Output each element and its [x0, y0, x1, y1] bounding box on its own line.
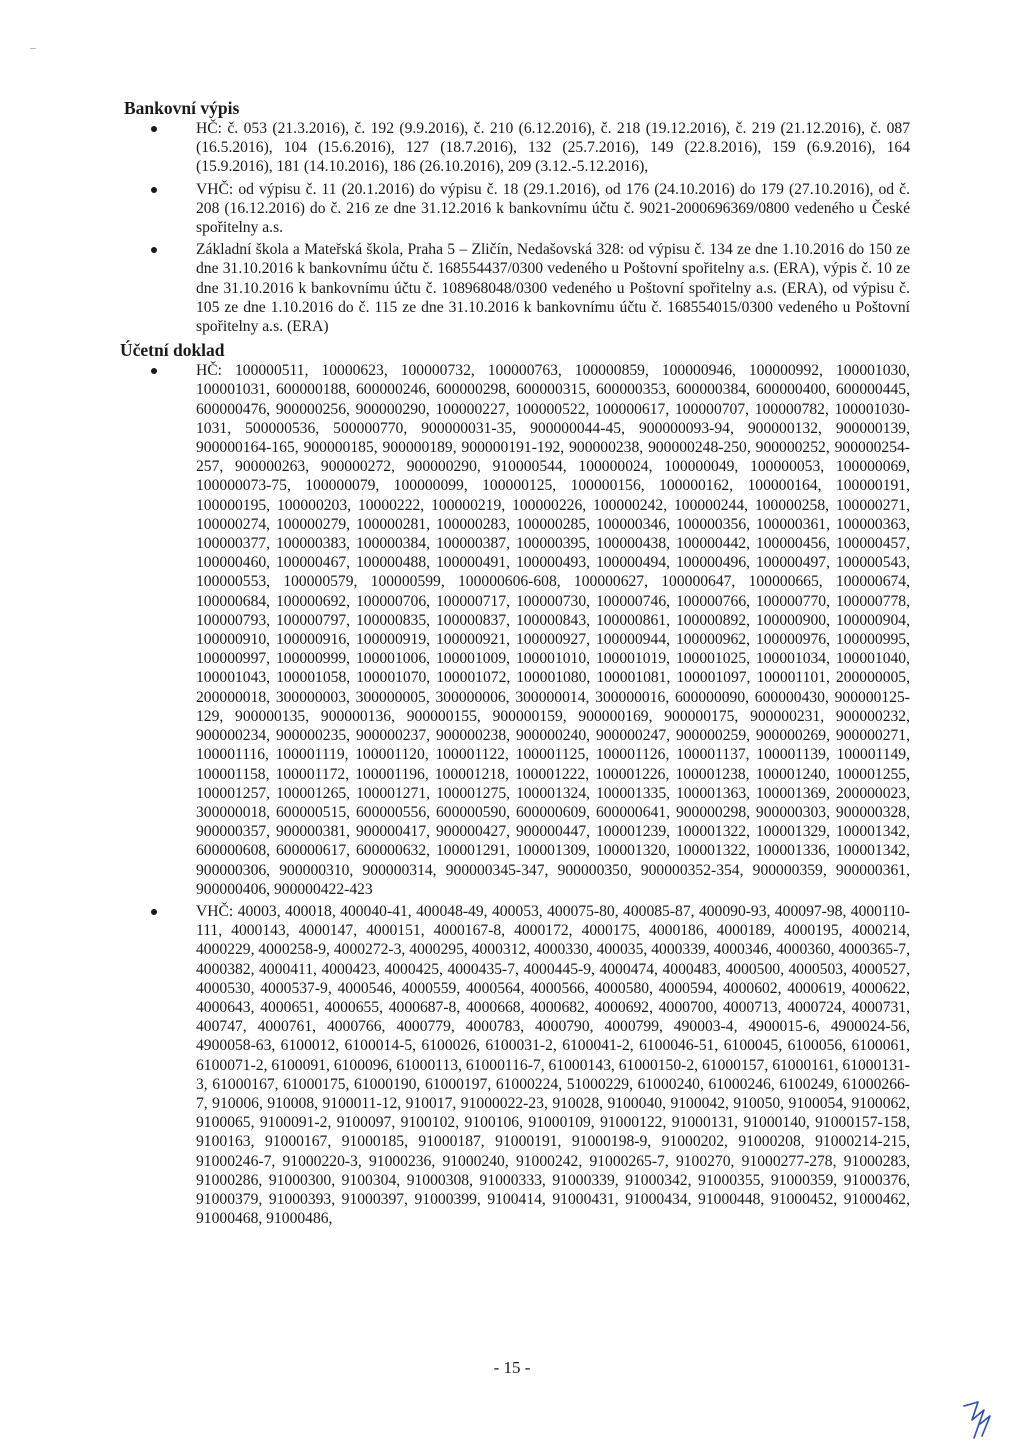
page-number: - 15 - [493, 1358, 531, 1377]
list-item [120, 119, 910, 177]
signature-initials-icon [958, 1398, 998, 1442]
document-body [120, 97, 910, 1231]
list-item [120, 240, 910, 336]
section-heading-bank-statement: Bankovní výpis [124, 98, 240, 118]
list-item-text: VHČ: od výpisu č. 11 (20.1.2016) do výpisu č. 18 (29.1.2016), od 176 (24.10.2016) do 179 (27.10.2016), od č. 208 (16.12.2016) do č. 216 ze dne 31.12.2016 k bankovnímu účtu č. 9021-2000696369/0800 vedeného u České spořitelny a.s. [196, 180, 910, 237]
list-item-text: Základní škola a Mateřská škola, Praha 5 – Zličín, Nedašovská 328: od výpisu č. 134 ze dne 1.10.2016 do 150 ze dne 31.10.2016 k bankovnímu účtu č. 168554437/0300 vedeného u Poštovní spořitelny a.s. (ERA), výpis č. 10 ze dne 31.10.2016 k bankovnímu účtu č. 108968048/0300 vedeného u Poštovní spořitelny a.s. (ERA), od výpisu č. 105 ze dne 1.10.2016 do č. 115 ze dne 31.10.2016 k bankovnímu účtu č. 168554015/0300 vedeného u Poštovní spořitelny a.s. (ERA) [196, 241, 910, 336]
list-item-text: HČ: 100000511, 10000623, 100000732, 100000763, 100000859, 100000946, 100000992, 100001030, 100001031, 600000188, 600000246, 600000298, 600000315, 600000353, 600000384, 600000400, 600000445, 600000476, 900000256, 900000290, 100000227, 100000522, 100000617, 100000707, 100000782, 100001030-1031, 500000536, 500000770, 900000031-35, 900000044-45, 900000093-94, 900000132, 900000139, 900000164-165, 900000185, 900000189, 900000191-192, 900000238, 900000248-250, 900000252, 900000254-257, 900000263, 900000272, 900000290, 910000544, 100000024, 100000049, 100000053, 100000069, 100000073-75, 100000079, 100000099, 100000125, 100000156, 100000162, 100000164, 100000191, 100000195, 100000203, 10000222, 100000219, 100000226, 100000242, 100000244, 100000258, 100000271, 100000274, 100000279, 100000281, 100000283, 100000285, 100000346, 100000356, 100000361, 100000363, 100000377, 100000383, 100000384, 100000387, 100000395, 100000438, 100000442, 100000456, 100000457, 100000460, 100000467, 100000488, 100000491, 100000493, 100000494, 100000496, 100000497, 100000543, 100000553, 100000579, 100000599, 100000606-608, 100000627, 100000647, 100000665, 100000674, 100000684, 100000692, 100000706, 100000717, 100000730, 100000746, 100000766, 100000770, 100000778, 100000793, 100000797, 100000835, 100000837, 100000843, 100000861, 100000892, 100000900, 100000904, 100000910, 100000916, 100000919, 100000921, 100000927, 100000944, 100000962, 100000976, 100000995, 100000997, 100000999, 100001006, 100001009, 100001010, 100001019, 100001025, 100001034, 100001040, 100001043, 100001058, 100001070, 100001072, 100001080, 100001081, 100001097, 100001101, 200000005, 200000018, 300000003, 300000005, 300000006, 300000014, 300000016, 600000090, 600000430, 900000125-129, 900000135, 900000136, 900000155, 900000159, 900000169, 900000175, 900000231, 900000232, 900000234, 900000235, 900000237, 900000238, 900000240, 900000247, 900000259, 900000269, 900000271, 100001116, 100001119, 100001120, 100001122, 100001125, 100001126, 100001137, 100001139, 100001149, 100001158, 100001172, 100001196, 100001218, 100001222, 100001226, 100001238, 100001240, 100001255, 100001257, 100001265, 100001271, 100001275, 100001324, 100001335, 100001363, 100001369, 200000023, 300000018, 600000515, 600000556, 600000590, 600000609, 600000641, 900000298, 900000303, 900000328, 900000357, 900000381, 900000417, 900000427, 900000447, 100001239, 100001322, 100001329, 100001342, 600000608, 600000617, 600000632, 100001291, 100001309, 100001320, 100001322, 100001336, 100001342, 900000306, 900000310, 900000314, 900000345-347, 900000350, 900000352-354, 900000359, 900000361, 900000406, 900000422-423 [196, 362, 910, 898]
list-item-text: VHČ: 40003, 400018, 400040-41, 400048-49, 400053, 400075-80, 400085-87, 400090-93, 400097-98, 4000110-111, 4000143, 4000147, 4000151, 4000167-8, 4000172, 4000175, 4000186, 4000189, 4000195, 4000214, 4000229, 4000258-9, 4000272-3, 4000295, 4000312, 4000330, 400035, 4000339, 4000346, 4000360, 4000365-7, 4000382, 4000411, 4000423, 4000425, 4000435-7, 4000445-9, 4000474, 4000483, 4000500, 4000503, 4000527, 4000530, 4000537-9, 4000546, 4000559, 4000564, 4000566, 4000580, 4000594, 4000602, 4000619, 4000622, 4000643, 4000651, 4000655, 4000687-8, 4000668, 4000682, 4000692, 4000700, 4000713, 4000724, 4000731, 400747, 4000761, 4000766, 4000779, 4000783, 4000790, 4000799, 490003-4, 4900015-6, 4900024-56, 4900058-63, 6100012, 6100014-5, 6100026, 6100031-2, 6100041-2, 6100046-51, 6100045, 6100056, 6100061, 6100071-2, 6100091, 6100096, 61000113, 61000116-7, 61000143, 61000150-2, 61000157, 61000161, 61000131-3, 61000167, 61000175, 61000190, 61000197, 61000224, 51000229, 61000240, 61000246, 6100249, 61000266-7, 910006, 910008, 9100011-12, 910017, 91000022-23, 910028, 9100040, 9100042, 910050, 9100054, 9100062, 9100065, 9100091-2, 9100097, 9100102, 9100106, 91000109, 91000122, 91000131, 91000140, 91000157-158, 9100163, 91000167, 91000185, 91000187, 91000191, 91000198-9, 91000202, 91000208, 91000214-215, 91000246-7, 91000220-3, 91000236, 91000240, 91000242, 91000265-7, 9100270, 91000277-278, 91000283, 91000286, 91000300, 9100304, 91000308, 91000333, 91000339, 91000342, 91000355, 91000359, 91000376, 91000379, 91000393, 91000397, 91000399, 9100414, 91000431, 91000434, 91000448, 91000452, 91000462, 91000468, 91000486, [196, 902, 910, 1228]
bullet-icon [151, 909, 157, 915]
list-item [120, 361, 910, 899]
bullet-icon [151, 126, 157, 132]
bullet-icon [151, 247, 157, 253]
bullet-icon [151, 368, 157, 374]
bullet-icon [151, 187, 157, 193]
scan-mark [30, 48, 36, 49]
list-item [120, 902, 910, 1228]
list-item [120, 180, 910, 238]
section-heading-accounting-document: Účetní doklad [120, 340, 225, 361]
bank-statement-list [120, 119, 910, 336]
list-item-text: HČ: č. 053 (21.3.2016), č. 192 (9.9.2016), č. 210 (6.12.2016), č. 218 (19.12.2016), č. 219 (21.12.2016), č. 087 (16.5.2016), 104 (15.6.2016), 127 (18.7.2016), 132 (25.7.2016), 149 (22.8.2016), 159 (6.9.2016), 164 (15.9.2016), 181 (14.10.2016), 186 (26.10.2016), 209 (3.12.-5.12.2016), [196, 120, 910, 176]
accounting-document-list [120, 361, 910, 1228]
